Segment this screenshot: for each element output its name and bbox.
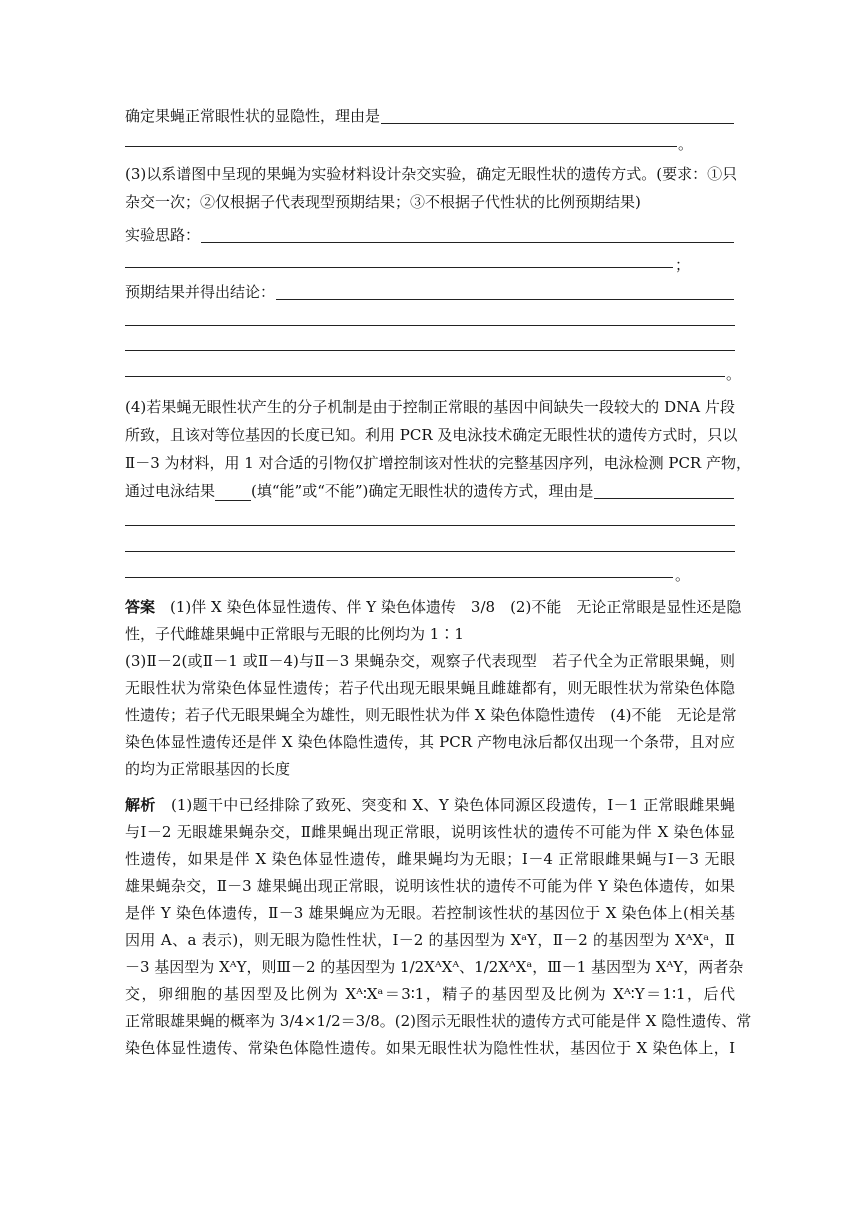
analysis-line-7: －3 基因型为 XᴬY，则Ⅲ－2 的基因型为 1/2XᴬXᴬ、1/2XᴬXᵃ，Ⅲ－1 基因型为 XᴬY，两者杂 — [125, 958, 744, 976]
q4-line4-start: 通过电泳结果 — [125, 482, 216, 500]
q4-reason-rule-2[interactable] — [125, 551, 735, 552]
q4-reason-rule-3[interactable] — [125, 577, 673, 578]
q3-question-line2: 杂交一次；②仅根据子代表现型预期结果；③不根据子代性状的比例预期结果) — [125, 193, 641, 211]
analysis-label: 解析 — [125, 796, 156, 814]
q3-result-blank[interactable] — [276, 284, 734, 300]
q4-reason-rule-1[interactable] — [125, 525, 735, 526]
q4-can-blank[interactable] — [215, 485, 251, 501]
q4-line4-end: (填“能”或“不能”)确定无眼性状的遗传方式，理由是 — [251, 482, 594, 500]
q3-result-end-mark: 。 — [726, 365, 742, 383]
answer-line-7: 的均为正常眼基因的长度 — [125, 760, 291, 778]
q4-end-mark: 。 — [675, 566, 691, 584]
analysis-line-2: 与Ⅰ－2 无眼雄果蝇杂交，Ⅱ雌果蝇出现正常眼，说明该性状的遗传不可能为伴 X 染色体显 — [125, 823, 735, 841]
q3-result-label: 预期结果并得出结论： — [125, 283, 276, 301]
analysis-line-3: 性遗传，如果是伴 X 染色体显性遗传，雌果蝇均为无眼；Ⅰ－4 正常眼雌果蝇与Ⅰ－3 无眼 — [125, 850, 735, 868]
answer-line-4: 无眼性状为常染色体显性遗传；若子代出现无眼果蝇且雌雄都有，则无眼性状为常染色体隐 — [125, 679, 735, 697]
answer-line-1 — [125, 597, 742, 617]
q4-question-line2: 所致，且该对等位基因的长度已知。利用 PCR 及电泳技术确定无眼性状的遗传方式时，只以 — [125, 426, 738, 444]
q3-idea-label: 实验思路： — [125, 226, 201, 244]
analysis-line-8: 交，卵细胞的基因型及比例为 Xᴬ∶Xᵃ＝3∶1，精子的基因型及比例为 Xᴬ∶Y＝1∶1，后代 — [125, 985, 735, 1003]
answer-line-2: 性，子代雌雄果蝇中正常眼与无眼的比例均为 1∶1 — [125, 625, 464, 643]
q2-reason-blank[interactable] — [381, 108, 734, 124]
q3-result-rule-2[interactable] — [125, 350, 735, 351]
q3-result-line — [125, 282, 735, 302]
answer-text-1: (1)伴 X 染色体显性遗传、伴 Y 染色体遗传 3/8 (2)不能 无论正常眼是显性还是隐 — [170, 598, 742, 616]
q3-idea-line — [125, 225, 735, 245]
answer-line-6: 染色体显性遗传还是伴 X 染色体隐性遗传，其 PCR 产物电泳后都仅出现一个条带，且对应 — [125, 733, 735, 751]
q2-end-mark: 。 — [678, 135, 694, 153]
q3-result-rule-1[interactable] — [125, 325, 735, 326]
q3-idea-end-mark: ； — [675, 256, 691, 274]
q3-idea-blank[interactable] — [201, 227, 734, 243]
answer-label: 答案 — [125, 598, 156, 616]
q3-question-line1: (3)以系谱图中呈现的果蝇为实验材料设计杂交实验，确定无眼性状的遗传方式。(要求：①只 — [125, 165, 738, 183]
q2-reason-text: 确定果蝇正常眼性状的显隐性，理由是 — [125, 107, 381, 125]
analysis-line-6: 因用 A、a 表示)，则无眼为隐性性状，Ⅰ－2 的基因型为 XᵃY，Ⅱ－2 的基因型为 XᴬXᵃ，Ⅱ — [125, 931, 735, 949]
analysis-line-9: 正常眼雄果蝇的概率为 3/4×1/2＝3/8。(2)图示无眼性状的遗传方式可能是伴 X 隐性遗传、常 — [125, 1012, 752, 1030]
analysis-line-4: 雄果蝇杂交，Ⅱ－3 雄果蝇出现正常眼，说明该性状的遗传不可能为伴 Y 染色体遗传，如果 — [125, 877, 735, 895]
q3-result-rule-3[interactable] — [125, 376, 725, 377]
analysis-line-1 — [125, 795, 735, 815]
answer-line-5: 性遗传；若子代无眼果蝇全为雄性，则无眼性状为伴 X 染色体隐性遗传 (4)不能 无论是常 — [125, 706, 737, 724]
q4-question-line1: (4)若果蝇无眼性状产生的分子机制是由于控制正常眼的基因中间缺失一段较大的 DNA 片段 — [125, 398, 735, 416]
analysis-text-1: (1)题干中已经排除了致死、突变和 X、Y 染色体同源区段遗传，Ⅰ－1 正常眼雌果蝇 — [171, 796, 735, 814]
answer-line-3: (3)Ⅱ－2(或Ⅱ－1 或Ⅱ－4)与Ⅱ－3 果蝇杂交，观察子代表现型 若子代全为正常眼果蝇，则 — [125, 652, 735, 670]
q3-idea-rule[interactable] — [125, 267, 673, 268]
analysis-line-5: 是伴 Y 染色体遗传，Ⅱ－3 雄果蝇应为无眼。若控制该性状的基因位于 X 染色体上(相关基 — [125, 904, 735, 922]
q4-question-line4 — [125, 481, 735, 501]
q2-reason-line — [125, 106, 735, 126]
analysis-line-10: 染色体显性遗传、常染色体隐性遗传。如果无眼性状为隐性性状，基因位于 X 染色体上，Ⅰ — [125, 1039, 735, 1057]
q4-reason-blank[interactable] — [594, 483, 734, 499]
q4-question-line3: Ⅱ－3 为材料，用 1 对合适的引物仅扩增控制该对性状的完整基因序列，电泳检测 PCR 产物， — [125, 454, 751, 472]
q2-answer-rule[interactable] — [125, 146, 677, 147]
